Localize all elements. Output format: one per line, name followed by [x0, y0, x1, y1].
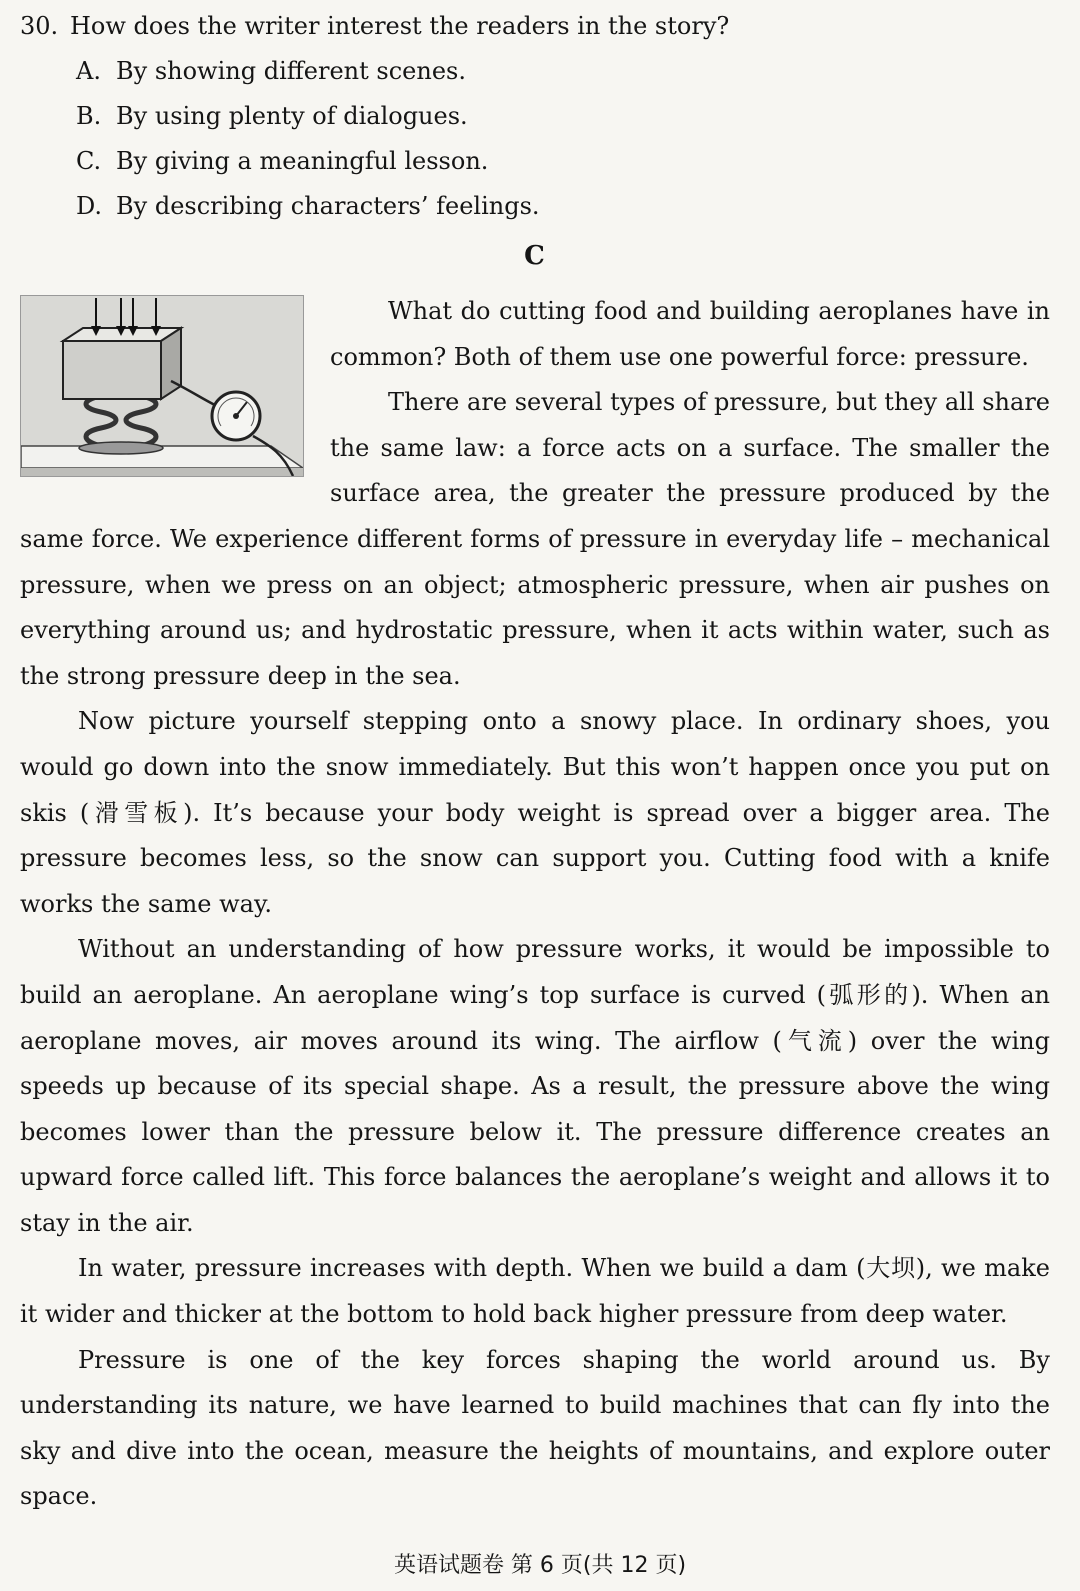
option-letter: A.: [76, 57, 101, 85]
paragraph-2: There are several types of pressure, but they all share the same law: a force acts on a surface. The smaller the surface area, the greater the pressure produced by the same force. We experience different forms of pressure in everyday life – mechanical pressure, when we press on an object; atmospheric pressure, when air pushes on everything around us; and hydrostatic pressure, when it acts within water, such as the strong pressure deep in the sea.: [20, 388, 1050, 690]
option-text: By describing characters’ feelings.: [116, 192, 540, 220]
paragraph-4: Without an understanding of how pressure works, it would be impossible to build an aeroplane. An aeroplane wing’s top surface is curved (弧形的). When an aeroplane moves, air moves around its wing. The airflow (气流) over the wing speeds up because of its special shape. As a result, the pressure above the wing becomes lower than the pressure below it. The pressure difference creates an upward force called lift. This force balances the aeroplane’s weight and allows it to stay in the air.: [20, 935, 1050, 1237]
option-letter: C.: [76, 147, 102, 175]
pressure-gauge-illustration: [20, 295, 304, 477]
option-text: By giving a meaningful lesson.: [116, 147, 489, 175]
option-d[interactable]: [76, 184, 1050, 229]
option-letter: D.: [76, 192, 103, 220]
option-a[interactable]: [76, 49, 1050, 94]
page-footer: 英语试题卷 第 6 页(共 12 页): [393, 1553, 687, 1578]
question-text: How does the writer interest the readers in the story?: [70, 12, 730, 40]
paragraph-3: Now picture yourself stepping onto a snowy place. In ordinary shoes, you would go down into the snow immediately. But this won’t happen once you put on skis (滑雪板). It’s because your body weight is spread over a bigger area. The pressure becomes less, so the snow can support you. Cutting food with a knife works the same way.: [20, 707, 1050, 918]
option-b[interactable]: [76, 94, 1050, 139]
paragraph-1: What do cutting food and building aeroplanes have in common? Both of them use one powerful force: pressure.: [330, 297, 1050, 371]
option-text: By using plenty of dialogues.: [116, 102, 468, 130]
section-heading: C: [524, 241, 546, 271]
option-text: By showing different scenes.: [116, 57, 466, 85]
question-number: 30.: [20, 12, 59, 40]
passage-c: [20, 289, 1050, 1520]
question-stem: [20, 4, 1050, 49]
paragraph-6: Pressure is one of the key forces shaping the world around us. By understanding its nature, we have learned to build machines that can fly into the sky and dive into the ocean, measure the heights of mountains, and explore outer space.: [20, 1345, 1050, 1511]
option-c[interactable]: [76, 139, 1050, 184]
question-30: [20, 4, 1050, 229]
option-letter: B.: [76, 102, 102, 130]
paragraph-5: In water, pressure increases with depth. When we build a dam (大坝), we make it wider and thicker at the bottom to hold back higher pressure from deep water.: [20, 1254, 1050, 1329]
